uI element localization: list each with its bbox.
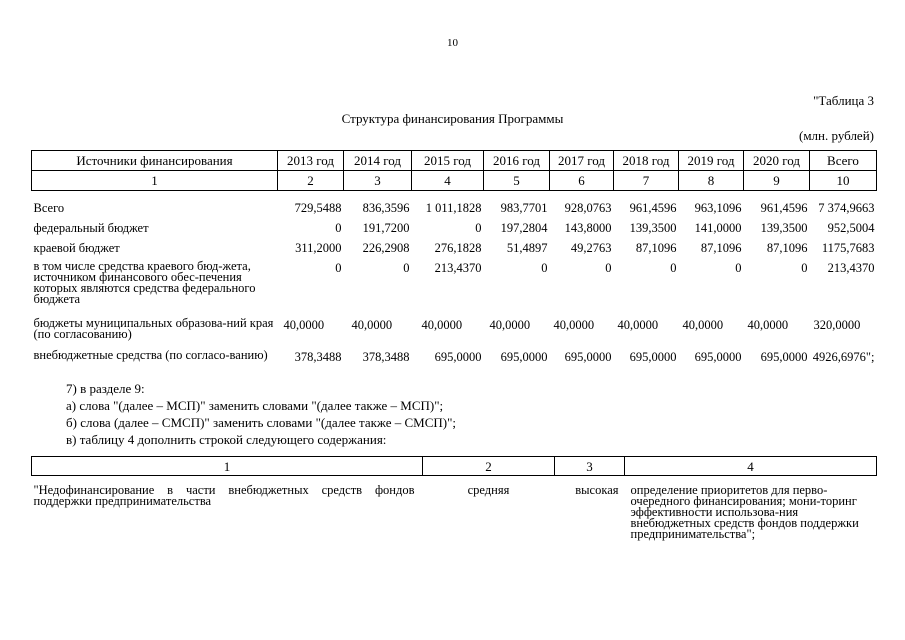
header-cell: 2016 год [484,151,550,171]
column-number: 3 [555,457,625,476]
cell-value: 0 [670,261,677,275]
table-row [32,261,877,318]
cell-value: 87,1096 [766,241,808,255]
cell-value: 40,0000 [489,318,531,332]
cell-value: 729,5488 [294,201,342,215]
cell-value: 40,0000 [617,318,659,332]
cell-value: 51,4897 [506,241,548,255]
table-row [32,318,877,350]
table-row [32,221,877,241]
column-number: 2 [423,457,555,476]
row-label: федеральный бюджет [33,221,149,235]
column-number: 8 [679,171,744,191]
spacer [32,191,877,202]
risk-description: "Недофинансирование в части внебюджетных средств фондов поддержки предпринимательства [33,483,415,508]
table-row [32,201,877,221]
cell-value: 695,0000 [694,350,742,364]
cell-value: 40,0000 [421,318,463,332]
mitigation-measures: определение приоритетов для перво-очередного финансирования; мони-торинг эффективности использова-ния внебюджетных средств фондов поддержки предпринимательства"; [630,483,859,541]
cell-value: 0 [605,261,612,275]
column-number-row [32,171,877,191]
cell-value: 141,0000 [694,221,742,235]
cell-value: 378,3488 [362,350,410,364]
column-number: 9 [744,171,810,191]
cell-value: 40,0000 [351,318,393,332]
cell-value: 952,5004 [827,221,875,235]
table-reference: "Таблица 3 [813,93,874,108]
cell-value: 836,3596 [362,201,410,215]
table-title: Структура финансирования Программы [341,111,564,126]
cell-value: 0 [735,261,742,275]
risk-table [31,456,877,541]
table-row [32,241,877,261]
header-row [32,457,877,476]
cell-value: 961,4596 [629,201,677,215]
units-label: (млн. рублей) [799,128,874,143]
cell-value: 963,1096 [694,201,742,215]
cell-value: 143,8000 [564,221,612,235]
cell-value: 49,2763 [570,241,612,255]
page-number: 10 [447,37,458,49]
column-number: 7 [614,171,679,191]
column-number: 6 [550,171,614,191]
cell-value: 695,0000 [500,350,548,364]
column-number: 4 [412,171,484,191]
cell-value: 40,0000 [682,318,724,332]
cell-value: 961,4596 [760,201,808,215]
cell-value: 320,0000 [813,318,861,332]
paragraph: 7) в разделе 9: [66,381,145,396]
header-cell: 2019 год [679,151,744,171]
column-number: 4 [625,457,877,476]
header-cell: 2018 год [614,151,679,171]
cell-value: 0 [335,221,342,235]
row-label: внебюджетные средства (по согласо-ванию) [33,348,268,362]
column-number: 5 [484,171,550,191]
cell-value: 0 [541,261,548,275]
cell-value: 226,2908 [362,241,410,255]
cell-value: 7 374,9663 [818,201,875,215]
header-cell: 2015 год [412,151,484,171]
cell-value: 928,0763 [564,201,612,215]
column-number: 2 [278,171,344,191]
cell-value: 87,1096 [700,241,742,255]
financing-table [31,150,877,382]
cell-value: 191,7200 [362,221,410,235]
cell-value: 0 [801,261,808,275]
cell-value: 0 [403,261,410,275]
cell-value: 40,0000 [747,318,789,332]
risk-impact: высокая [575,483,619,497]
cell-value: 695,0000 [434,350,482,364]
table-row [32,476,877,542]
cell-value: 695,0000 [760,350,808,364]
header-cell: Источники финансирования [32,151,278,171]
row-label: краевой бюджет [33,241,120,255]
paragraph: в) таблицу 4 дополнить строкой следующего содержания: [66,432,387,447]
column-number: 1 [32,171,278,191]
header-cell: 2017 год [550,151,614,171]
header-cell: 2020 год [744,151,810,171]
cell-value: 213,4370 [827,261,875,275]
cell-value: 311,2000 [295,241,342,255]
cell-value: 378,3488 [294,350,342,364]
column-number: 3 [344,171,412,191]
row-label: Всего [33,201,65,215]
column-number: 10 [810,171,877,191]
cell-value: 213,4370 [434,261,482,275]
cell-value: 139,3500 [629,221,677,235]
row-label: в том числе средства краевого бюд-жета, источником финансового обес-печения которых являются средства федерального бюджета [33,259,256,306]
cell-value: 4926,6976"; [812,350,875,364]
cell-value: 695,0000 [564,350,612,364]
header-row [32,151,877,171]
risk-probability: средняя [467,483,510,497]
cell-value: 695,0000 [629,350,677,364]
row-label: бюджеты муниципальных образова-ний края (по согласованию) [33,316,274,341]
cell-value: 1175,7683 [821,241,875,255]
cell-value: 139,3500 [760,221,808,235]
cell-value: 0 [335,261,342,275]
cell-value: 197,2804 [500,221,548,235]
cell-value: 0 [475,221,482,235]
cell-value: 983,7701 [500,201,548,215]
paragraph: б) слова (далее – СМСП)" заменить словами "(далее также – СМСП)"; [66,415,457,430]
cell-value: 40,0000 [283,318,325,332]
table-row [32,350,877,382]
header-cell: 2014 год [344,151,412,171]
header-cell: Всего [810,151,877,171]
cell-value: 276,1828 [434,241,482,255]
column-number: 1 [32,457,423,476]
paragraph: а) слова "(далее – МСП)" заменить словами "(далее также – МСП)"; [66,398,444,413]
cell-value: 1 011,1828 [425,201,482,215]
cell-value: 87,1096 [635,241,677,255]
header-cell: 2013 год [278,151,344,171]
cell-value: 40,0000 [553,318,595,332]
